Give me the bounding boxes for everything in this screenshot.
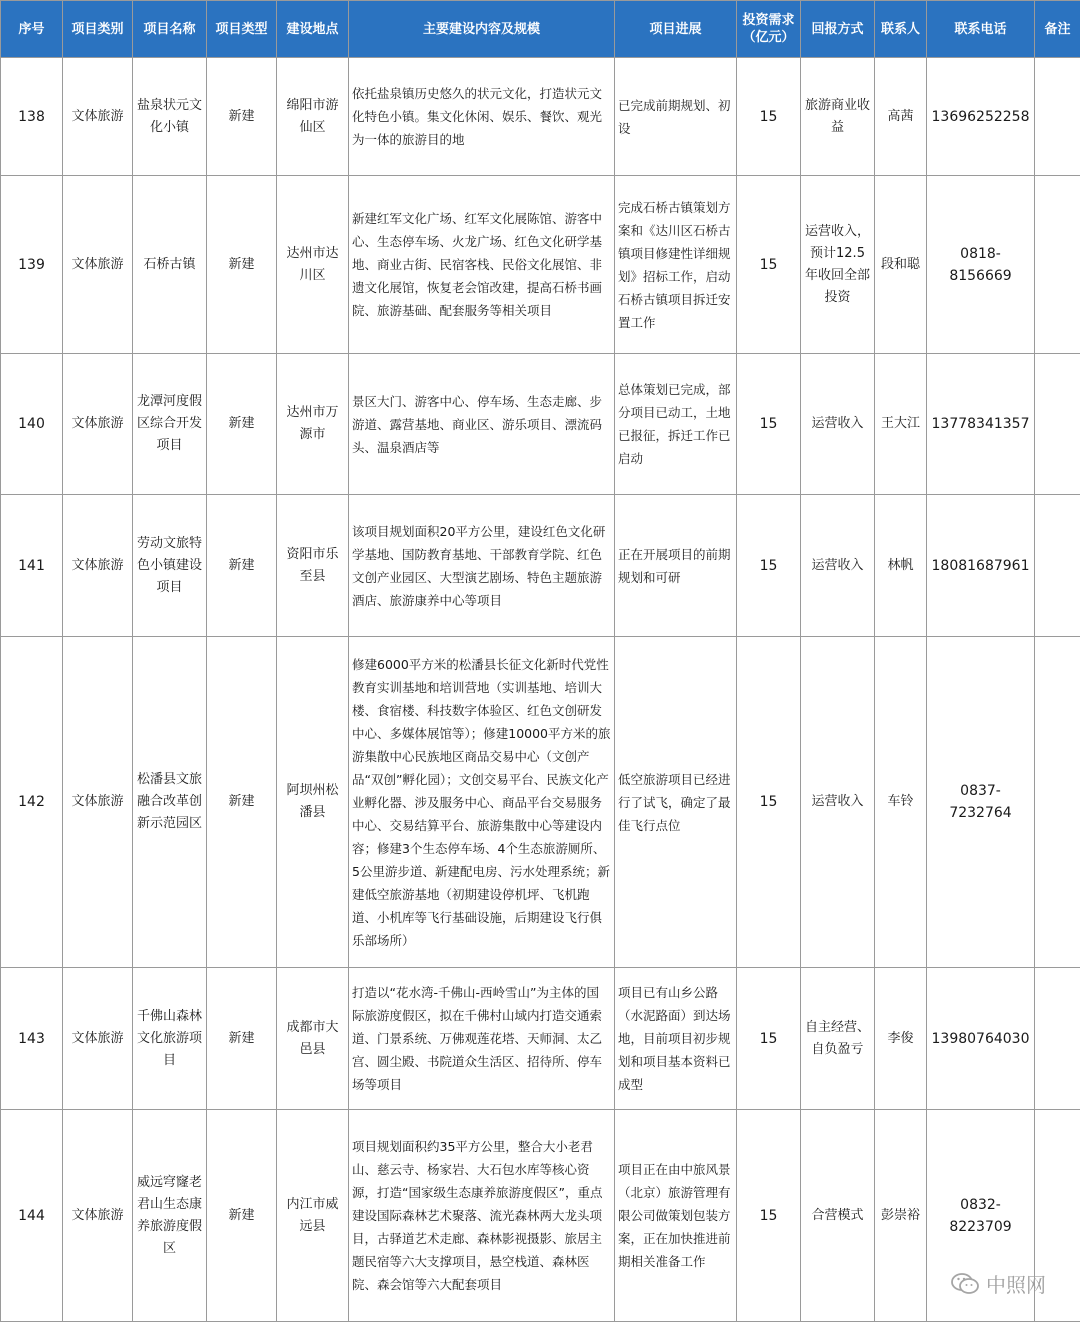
table-row [1, 637, 1080, 968]
row-content: 依托盐泉镇历史悠久的状元文化，打造状元文化特色小镇。集文化休闲、娱乐、餐饮、观光为一体的旅游目的地 [349, 58, 615, 176]
row-note [1035, 58, 1080, 176]
row-type: 新建 [207, 176, 277, 354]
row-return: 运营收入，预计12.5年收回全部投资 [801, 176, 875, 354]
row-phone: 18081687961 [927, 495, 1035, 637]
row-phone: 13696252258 [927, 58, 1035, 176]
row-return: 自主经营、自负盈亏 [801, 968, 875, 1110]
row-phone: 0837-7232764 [927, 637, 1035, 968]
row-content: 该项目规划面积20平方公里，建设红色文化研学基地、国防教育基地、干部教育学院、红色文创产业园区、大型演艺剧场、特色主题旅游酒店、旅游康养中心等项目 [349, 495, 615, 637]
row-contact: 高茜 [875, 58, 927, 176]
row-name: 劳动文旅特色小镇建设项目 [133, 495, 207, 637]
header-location: 建设地点 [277, 1, 349, 58]
row-progress: 正在开展项目的前期规划和可研 [615, 495, 737, 637]
row-contact: 车铃 [875, 637, 927, 968]
row-no: 139 [1, 176, 63, 354]
table-row [1, 1110, 1080, 1322]
row-location: 达州市达川区 [277, 176, 349, 354]
row-phone: 13778341357 [927, 354, 1035, 495]
row-name: 盐泉状元文化小镇 [133, 58, 207, 176]
row-location: 绵阳市游仙区 [277, 58, 349, 176]
row-name: 龙潭河度假区综合开发项目 [133, 354, 207, 495]
row-no: 140 [1, 354, 63, 495]
header-return: 回报方式 [801, 1, 875, 58]
row-content: 项目规划面积约35平方公里，整合大小老君山、慈云寺、杨家岩、大石包水库等核心资源，打造“国家级生态康养旅游度假区”，重点建设国际森林艺术聚落、流光森林两大龙头项目，古驿道艺术走廊、森林影视摄影、旅居主题民宿等六大支撑项目，悬空栈道、森林医院、森会馆等六大配套项目 [349, 1110, 615, 1322]
row-no: 143 [1, 968, 63, 1110]
row-no: 141 [1, 495, 63, 637]
table-row [1, 176, 1080, 354]
row-note [1035, 495, 1080, 637]
row-category: 文体旅游 [63, 58, 133, 176]
row-category: 文体旅游 [63, 637, 133, 968]
header-note: 备注 [1035, 1, 1080, 58]
row-type: 新建 [207, 1110, 277, 1322]
row-phone: 0832-8223709 [927, 1110, 1035, 1322]
row-content: 新建红军文化广场、红军文化展陈馆、游客中心、生态停车场、火龙广场、红色文化研学基地、商业古街、民宿客栈、民俗文化展馆、非遗文化展馆，恢复老会馆改建，提高石桥书画院、旅游基础、配套服务等相关项目 [349, 176, 615, 354]
row-contact: 彭崇裕 [875, 1110, 927, 1322]
row-phone: 13980764030 [927, 968, 1035, 1110]
row-invest: 15 [737, 354, 801, 495]
row-category: 文体旅游 [63, 495, 133, 637]
header-contact: 联系人 [875, 1, 927, 58]
row-content: 修建6000平方米的松潘县长征文化新时代党性教育实训基地和培训营地（实训基地、培训大楼、食宿楼、科技数字体验区、红色文创研发中心、多媒体展馆等）；修建10000平方米的旅游集散中心民族地区商品交易中心（文创产品“双创”孵化园）；文创交易平台、民族文化产业孵化器、涉及服务中心、商品平台交易服务中心、交易结算平台、旅游集散中心等建设内容；修建3个生态停车场、4个生态旅游厕所、5公里游步道、新建配电房、污水处理系统；新建低空旅游基地（初期建设停机坪、飞机跑道、小机库等飞行基础设施，后期建设飞行俱乐部场所） [349, 637, 615, 968]
row-note [1035, 354, 1080, 495]
row-category: 文体旅游 [63, 968, 133, 1110]
header-progress: 项目进展 [615, 1, 737, 58]
row-name: 威远穹窿老君山生态康养旅游度假区 [133, 1110, 207, 1322]
row-note [1035, 637, 1080, 968]
row-category: 文体旅游 [63, 1110, 133, 1322]
row-contact: 王大江 [875, 354, 927, 495]
row-invest: 15 [737, 58, 801, 176]
row-type: 新建 [207, 58, 277, 176]
row-return: 旅游商业收益 [801, 58, 875, 176]
row-invest: 15 [737, 176, 801, 354]
row-type: 新建 [207, 968, 277, 1110]
row-progress: 项目已有山乡公路（水泥路面）到达场地，目前项目初步规划和项目基本资料已成型 [615, 968, 737, 1110]
row-category: 文体旅游 [63, 354, 133, 495]
header-category: 项目类别 [63, 1, 133, 58]
watermark [950, 1269, 1046, 1298]
wechat-icon [950, 1271, 980, 1297]
row-category: 文体旅游 [63, 176, 133, 354]
row-invest: 15 [737, 968, 801, 1110]
row-contact: 林帆 [875, 495, 927, 637]
row-invest: 15 [737, 495, 801, 637]
row-location: 资阳市乐至县 [277, 495, 349, 637]
row-no: 144 [1, 1110, 63, 1322]
row-content: 景区大门、游客中心、停车场、生态走廊、步游道、露营基地、商业区、游乐项目、漂流码头、温泉酒店等 [349, 354, 615, 495]
row-progress: 已完成前期规划、初设 [615, 58, 737, 176]
row-return: 运营收入 [801, 495, 875, 637]
row-location: 成都市大邑县 [277, 968, 349, 1110]
table-row [1, 58, 1080, 176]
row-name: 松潘县文旅融合改革创新示范园区 [133, 637, 207, 968]
row-progress: 项目正在由中旅风景（北京）旅游管理有限公司做策划包装方案，正在加快推进前期相关准备工作 [615, 1110, 737, 1322]
row-type: 新建 [207, 495, 277, 637]
header-invest: 投资需求 （亿元） [737, 1, 801, 58]
row-location: 内江市威远县 [277, 1110, 349, 1322]
row-content: 打造以“花水湾-千佛山-西岭雪山”为主体的国际旅游度假区，拟在千佛村山域内打造交通索道、门景系统、万佛观莲花塔、天师洞、太乙宫、圆尘殿、书院道众生活区、招待所、停车场等项目 [349, 968, 615, 1110]
row-no: 138 [1, 58, 63, 176]
row-phone: 0818-8156669 [927, 176, 1035, 354]
row-return: 合营模式 [801, 1110, 875, 1322]
table-row [1, 495, 1080, 637]
row-type: 新建 [207, 354, 277, 495]
row-note [1035, 176, 1080, 354]
row-contact: 李俊 [875, 968, 927, 1110]
table-row [1, 354, 1080, 495]
header-type: 项目类型 [207, 1, 277, 58]
header-no: 序号 [1, 1, 63, 58]
table-header [1, 1, 1080, 58]
header-content: 主要建设内容及规模 [349, 1, 615, 58]
row-contact: 段和聪 [875, 176, 927, 354]
row-invest: 15 [737, 1110, 801, 1322]
row-name: 石桥古镇 [133, 176, 207, 354]
row-progress: 完成石桥古镇策划方案和《达川区石桥古镇项目修建性详细规划》招标工作，启动石桥古镇项目拆迁安置工作 [615, 176, 737, 354]
row-note [1035, 968, 1080, 1110]
row-location: 达州市万源市 [277, 354, 349, 495]
header-name: 项目名称 [133, 1, 207, 58]
row-invest: 15 [737, 637, 801, 968]
header-phone: 联系电话 [927, 1, 1035, 58]
row-location: 阿坝州松潘县 [277, 637, 349, 968]
row-name: 千佛山森林文化旅游项目 [133, 968, 207, 1110]
row-progress: 总体策划已完成，部分项目已动工，土地已报征，拆迁工作已启动 [615, 354, 737, 495]
row-no: 142 [1, 637, 63, 968]
row-progress: 低空旅游项目已经进行了试飞，确定了最佳飞行点位 [615, 637, 737, 968]
table-row [1, 968, 1080, 1110]
row-type: 新建 [207, 637, 277, 968]
watermark-text: 中照网 [986, 1273, 1046, 1297]
row-return: 运营收入 [801, 637, 875, 968]
row-return: 运营收入 [801, 354, 875, 495]
